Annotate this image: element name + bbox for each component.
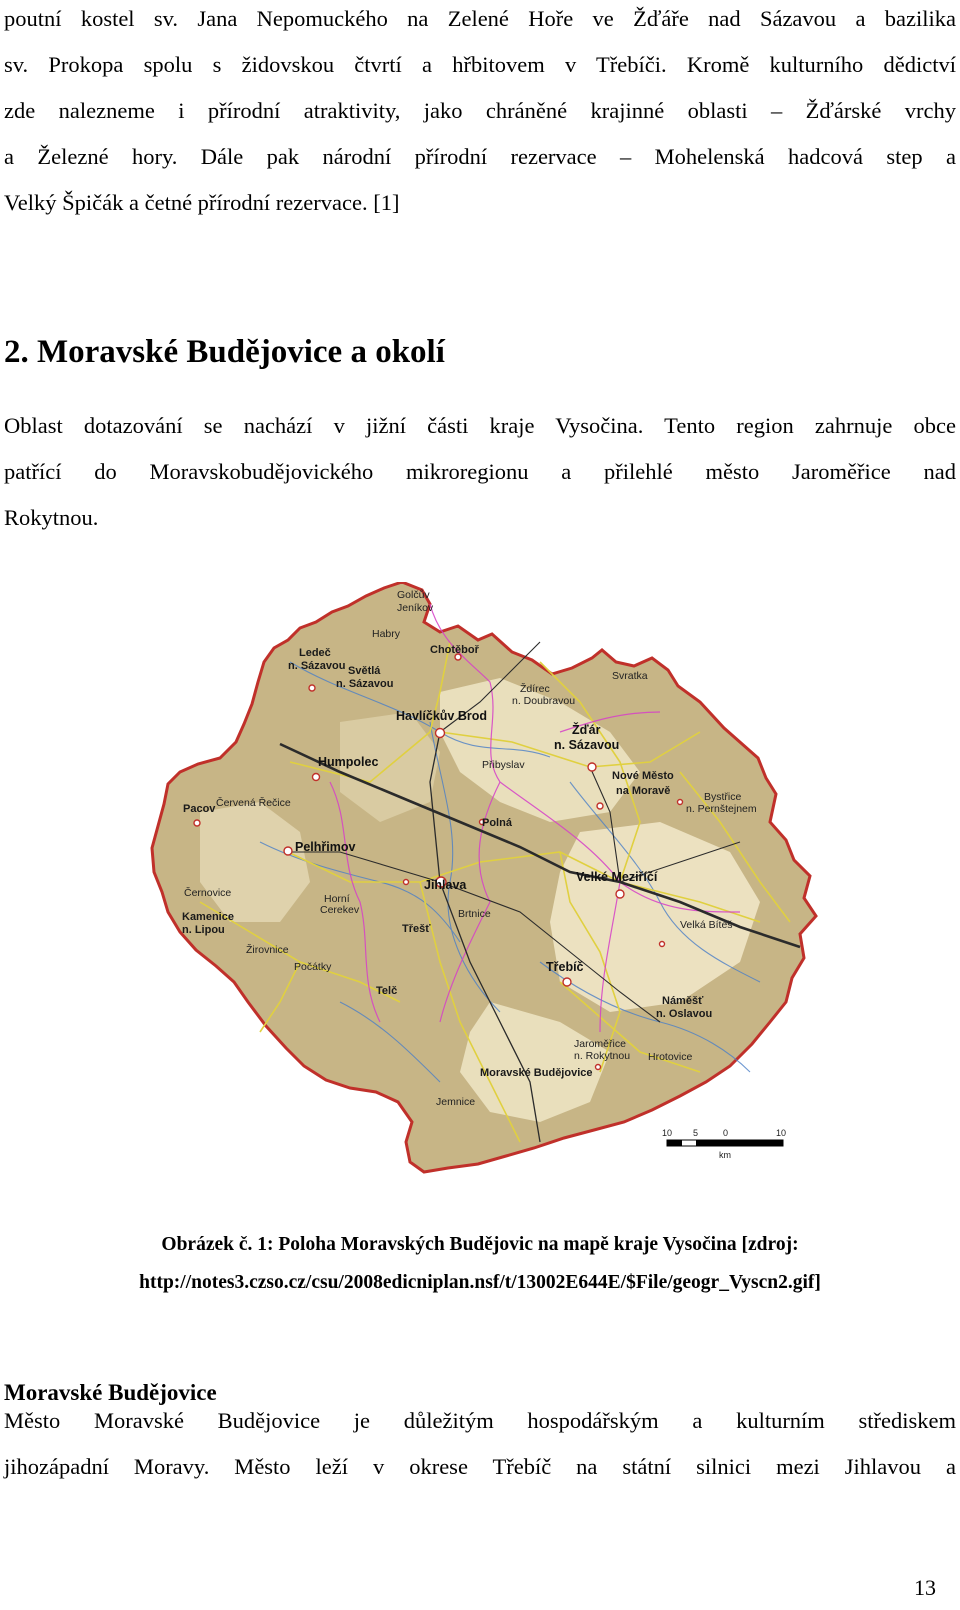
town-label: n. Rokytnou <box>574 1050 631 1062</box>
section-paragraph <box>4 403 956 541</box>
town-label: na Moravě <box>616 785 671 797</box>
town-label: Červená Řečice <box>216 797 291 809</box>
town-label: Žirovnice <box>246 944 289 956</box>
scale-label: 0 <box>723 1128 729 1138</box>
town-label: Moravské Budějovice <box>480 1067 593 1079</box>
town-label: Horní <box>324 893 350 905</box>
town-label: Pelhřimov <box>295 840 356 854</box>
scale-label: 10 <box>662 1128 673 1138</box>
text-line: patřící do Moravskobudějovického mikroregionu a přilehlé město Jaroměřice nad <box>4 459 956 484</box>
text-line: Rokytnou. <box>4 505 99 530</box>
text-line: zde nalezneme i přírodní atraktivity, jako chráněné krajinné oblasti – Žďárské vrchy <box>4 98 956 123</box>
town-label: Cerekev <box>320 904 360 916</box>
town-label: Jihlava <box>424 878 467 892</box>
text-line: Velký Špičák a četné přírodní rezervace. [1] <box>4 190 400 215</box>
town-label: Jeníkov <box>397 602 434 614</box>
town-label: Chotěboř <box>430 644 479 656</box>
town-label: Humpolec <box>318 755 379 769</box>
town-label: Brtnice <box>458 908 491 920</box>
town-label: Habry <box>372 628 401 640</box>
section-heading: 2. Moravské Budějovice a okolí <box>4 334 445 370</box>
scale-bar <box>662 1128 786 1160</box>
town-label: Telč <box>376 985 398 997</box>
town-label: Náměšť <box>662 995 704 1007</box>
town-label: Velké Meziříčí <box>576 870 658 884</box>
scale-label: 5 <box>693 1128 699 1138</box>
town-label: Polná <box>482 817 512 829</box>
town-label: Hrotovice <box>648 1051 693 1063</box>
town-label: n. Sázavou <box>336 678 394 690</box>
text-line: Město Moravské Budějovice je důležitým hospodářským a kulturním střediskem <box>4 1408 956 1433</box>
town-label: Žďár <box>572 723 601 737</box>
text-line: Oblast dotazování se nachází v jižní části kraje Vysočina. Tento region zahrnuje obce <box>4 413 956 438</box>
town-label: Bystřice <box>704 791 742 803</box>
town-label: Ždírec <box>520 683 550 695</box>
subsection-paragraph <box>4 1398 956 1490</box>
figure-caption <box>0 1226 960 1302</box>
town-label: n. Pernštejnem <box>686 803 757 815</box>
town-label: Golčův <box>397 589 430 601</box>
text-line: jihozápadní Moravy. Město leží v okrese Třebíč na státní silnici mezi Jihlavou a <box>4 1454 956 1479</box>
caption-line: Obrázek č. 1: Poloha Moravských Budějovic na mapě kraje Vysočina [zdroj: <box>161 1234 799 1255</box>
page-number: 13 <box>914 1575 936 1600</box>
town-label: Přibyslav <box>482 759 525 771</box>
town-label: Jemnice <box>436 1096 476 1108</box>
town-label: Velká Bíteš <box>680 919 733 931</box>
town-label: Nové Město <box>612 770 674 782</box>
text-line: sv. Prokopa spolu s židovskou čtvrtí a hřbitovem v Třebíči. Kromě kulturního dědictví <box>4 52 956 77</box>
town-label: Kamenice <box>182 911 234 923</box>
text-line: a Železné hory. Dále pak národní přírodní rezervace – Mohelenská hadcová step a <box>4 144 956 169</box>
town-label: Ledeč <box>299 647 331 659</box>
town-label: Havlíčkův Brod <box>396 709 488 723</box>
town-label: Světlá <box>348 665 381 677</box>
town-label: Počátky <box>294 961 332 973</box>
caption-line: http://notes3.czso.cz/csu/2008edicniplan.nsf/t/13002E644E/$File/geogr_Vyscn2.gif] <box>139 1272 821 1293</box>
town-label: Černovice <box>184 887 232 899</box>
town-label: Třešť <box>402 923 431 935</box>
town-label: Pacov <box>183 803 216 815</box>
subsection-heading: Moravské Budějovice <box>4 1380 217 1405</box>
vysocina-region-map <box>140 582 820 1192</box>
town-label: Svratka <box>612 670 648 682</box>
town-label: n. Oslavou <box>656 1008 713 1020</box>
town-label: n. Lipou <box>182 924 225 936</box>
intro-paragraph <box>4 0 956 226</box>
scale-unit: km <box>719 1150 731 1160</box>
town-label: Jaroměřice <box>574 1038 626 1050</box>
town-label: n. Doubravou <box>512 695 576 707</box>
text-line: poutní kostel sv. Jana Nepomuckého na Zelené Hoře ve Žďáře nad Sázavou a bazilika <box>4 6 956 31</box>
town-label: n. Sázavou <box>554 738 620 752</box>
town-label: n. Sázavou <box>288 660 346 672</box>
scale-label: 10 <box>776 1128 787 1138</box>
town-label: Třebíč <box>546 960 584 974</box>
